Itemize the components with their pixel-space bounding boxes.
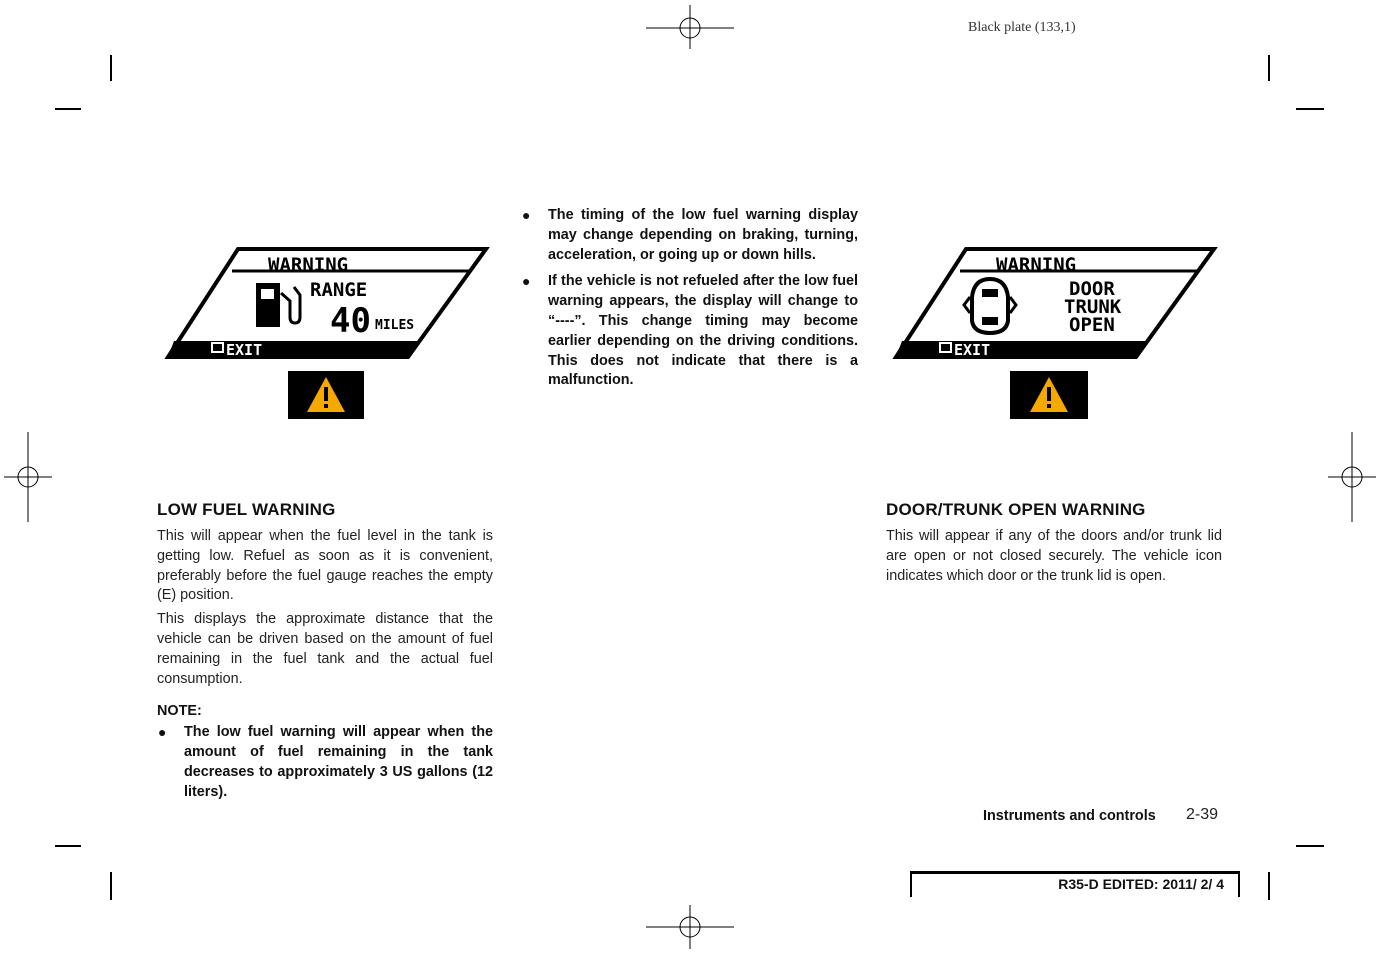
fuel-lcd-exit: EXIT <box>226 341 263 359</box>
door-lcd-line3: OPEN <box>1069 314 1115 336</box>
door-trunk-paragraph: This will appear if any of the doors and/or trunk lid are open or not closed securely. The vehicle icon indicates which door or the trunk lid is open. <box>886 528 1222 584</box>
plate-label: Black plate (133,1) <box>968 20 1076 35</box>
low-fuel-display-illustration <box>160 205 496 450</box>
door-lcd-line1: DOOR <box>1069 278 1115 300</box>
note-bullet: ● The low fuel warning will appear when the amount of fuel remaining in the tank decreases to approximately 3 US gallons (12 liters). <box>158 724 493 800</box>
edit-stamp: R35-D EDITED: 2011/ 2/ 4 <box>910 871 1240 897</box>
door-trunk-display-illustration <box>886 205 1222 450</box>
timing-bullet-2: ● If the vehicle is not refueled after the low fuel warning appears, the display will change to “----”. This change timing may become earlier depending on the driving conditions. This does not indicate that there is a malfunction. <box>522 273 858 389</box>
low-fuel-heading: LOW FUEL WARNING <box>157 500 336 519</box>
door-lcd-title: WARNING <box>996 254 1077 276</box>
fuel-lcd-unit: MILES <box>375 318 415 333</box>
timing-bullet-1: ● The timing of the low fuel warning display may change depending on braking, turning, acceleration, or going up or down hills. <box>522 207 858 263</box>
door-trunk-heading: DOOR/TRUNK OPEN WARNING <box>886 500 1146 519</box>
low-fuel-section <box>157 500 493 810</box>
low-fuel-paragraph-1: This will appear when the fuel level in the tank is getting low. Refuel as soon as it is convenient, preferably before the fuel gauge reaches the empty (E) position. <box>157 528 493 604</box>
low-fuel-paragraph-2: This displays the approximate distance that the vehicle can be driven based on the amount of fuel remaining in the fuel tank and the actual fuel consumption. <box>157 611 493 687</box>
fuel-lcd-title: WARNING <box>268 254 349 276</box>
registration-target-top <box>640 5 740 51</box>
registration-target-right <box>1328 432 1376 524</box>
note-list <box>157 723 493 802</box>
door-lcd-line2: TRUNK <box>1064 296 1122 318</box>
registration-target-bottom <box>640 905 740 951</box>
fuel-lcd-value: 40 <box>330 301 371 341</box>
timing-notes-list <box>521 206 858 391</box>
page-number: 2-39 <box>1186 806 1219 823</box>
note-label: NOTE: <box>157 703 202 720</box>
door-trunk-section <box>886 500 1222 590</box>
timing-notes-section <box>521 206 858 398</box>
footer-section-label: Instruments and controls <box>983 808 1156 824</box>
fuel-lcd-label: RANGE <box>310 279 368 301</box>
door-lcd-exit: EXIT <box>954 341 991 359</box>
registration-target-left <box>4 432 52 524</box>
